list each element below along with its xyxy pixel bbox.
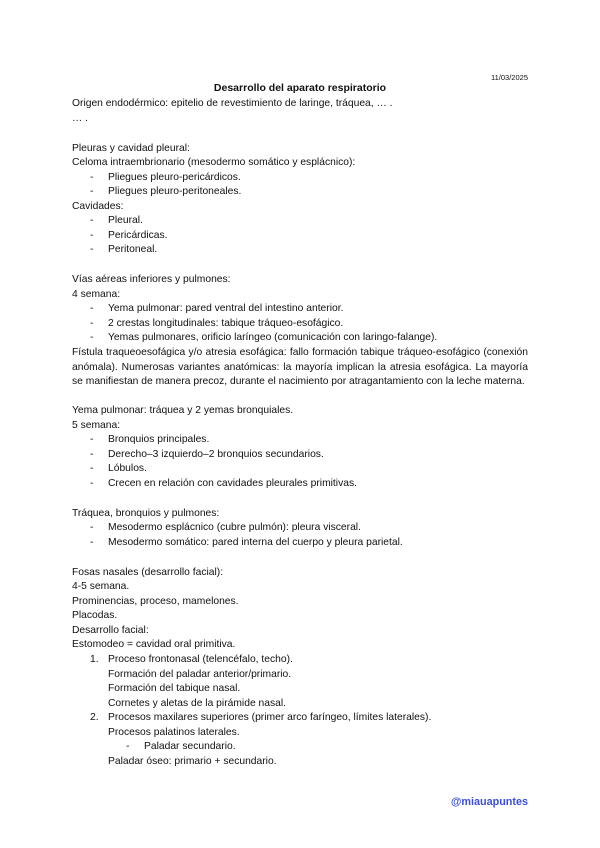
fistula-paragraph: Fístula traqueoesofágica y/o atresia esofágica: fallo formación tabique tráqueo-esofágico (conexión anómala). Numerosas variantes anatómicas: la mayoría implican la atresia esofágica. La mayoría se manifiestan de manera precoz, durante el nacimiento por atragantamiento con la leche materna.	[72, 347, 528, 388]
author-handle: @miauapuntes	[450, 796, 528, 808]
list-item-text: Peritoneal.	[108, 244, 158, 255]
bullet-dash: -	[90, 449, 94, 460]
celoma-line: Celoma intraembrionario (mesodermo somático y esplácnico):	[72, 157, 356, 168]
bullet-dash: -	[90, 332, 94, 343]
section-heading-vias: Vías aéreas inferiores y pulmones:	[72, 274, 231, 285]
document-date: 11/03/2025	[491, 73, 528, 82]
list-item-text: Derecho–3 izquierdo–2 bronquios secundarios.	[108, 449, 324, 460]
cavidades-heading: Cavidades:	[72, 201, 124, 212]
fosas-week: 4-5 semana.	[72, 581, 130, 592]
list-item-text: Pleural.	[108, 215, 143, 226]
document-title: Desarrollo del aparato respiratorio	[213, 82, 387, 94]
bullet-dash: -	[90, 434, 94, 445]
list-item-text: Bronquios principales.	[108, 434, 210, 445]
list-item-text: Pericárdicas.	[108, 230, 168, 241]
sub-line: Formación del tabique nasal.	[108, 683, 241, 694]
list-item-text: Pliegues pleuro-peritoneales.	[108, 186, 242, 197]
numbered-item-text: Procesos maxilares superiores (primer arco faríngeo, límites laterales).	[108, 712, 432, 723]
list-item-text: Lóbulos.	[108, 463, 147, 474]
bullet-dash: -	[90, 215, 94, 226]
bullet-dash: -	[90, 522, 94, 533]
sub-line: Procesos palatinos laterales.	[108, 727, 240, 738]
list-item-text: Paladar secundario.	[144, 741, 236, 752]
bullet-dash: -	[90, 318, 94, 329]
list-item-text: Pliegues pleuro-pericárdicos.	[108, 172, 241, 183]
item-number: 2.	[90, 712, 99, 723]
bullet-dash: -	[90, 537, 94, 548]
section-heading-pleuras: Pleuras y cavidad pleural:	[72, 143, 190, 154]
list-item-text: Yemas pulmonares, orificio laríngeo (comunicación con laringo-falange).	[108, 332, 438, 343]
week5-label: 5 semana:	[72, 420, 121, 431]
bullet-dash: -	[90, 303, 94, 314]
placodas-line: Placodas.	[72, 610, 118, 621]
sub-line: Formación del paladar anterior/primario.	[108, 669, 292, 680]
section-heading-traquea: Tráquea, bronquios y pulmones:	[72, 508, 220, 519]
list-item-text: Mesodermo esplácnico (cubre pulmón): pleura visceral.	[108, 522, 361, 533]
estomodeo-line: Estomodeo = cavidad oral primitiva.	[72, 639, 236, 650]
week4-label: 4 semana:	[72, 289, 121, 300]
sub-line: Cornetes y aletas de la pirámide nasal.	[108, 698, 287, 709]
yema-line: Yema pulmonar: tráquea y 2 yemas bronquiales.	[72, 405, 294, 416]
bullet-dash: -	[90, 244, 94, 255]
bullet-dash: -	[90, 186, 94, 197]
numbered-item-text: Proceso frontonasal (telencéfalo, techo).	[108, 654, 293, 665]
intro-line: Origen endodérmico: epitelio de revestimiento de laringe, tráquea, … .	[72, 98, 393, 109]
bullet-dash: -	[90, 478, 94, 489]
bullet-dash: -	[90, 172, 94, 183]
intro-line-cont: … .	[72, 113, 89, 124]
bullet-dash: -	[90, 463, 94, 474]
list-item-text: 2 crestas longitudinales: tabique tráqueo-esofágico.	[108, 318, 344, 329]
facial-heading: Desarrollo facial:	[72, 625, 149, 636]
list-item-text: Mesodermo somático: pared interna del cuerpo y pleura parietal.	[108, 537, 403, 548]
section-heading-fosas: Fosas nasales (desarrollo facial):	[72, 567, 224, 578]
sub-line: Paladar óseo: primario + secundario.	[108, 756, 277, 767]
prominencias-line: Prominencias, proceso, mamelones.	[72, 596, 239, 607]
list-item-text: Crecen en relación con cavidades pleurales primitivas.	[108, 478, 357, 489]
bullet-dash: -	[90, 230, 94, 241]
bullet-dash: -	[126, 741, 130, 752]
list-item-text: Yema pulmonar: pared ventral del intestino anterior.	[108, 303, 344, 314]
item-number: 1.	[90, 654, 99, 665]
